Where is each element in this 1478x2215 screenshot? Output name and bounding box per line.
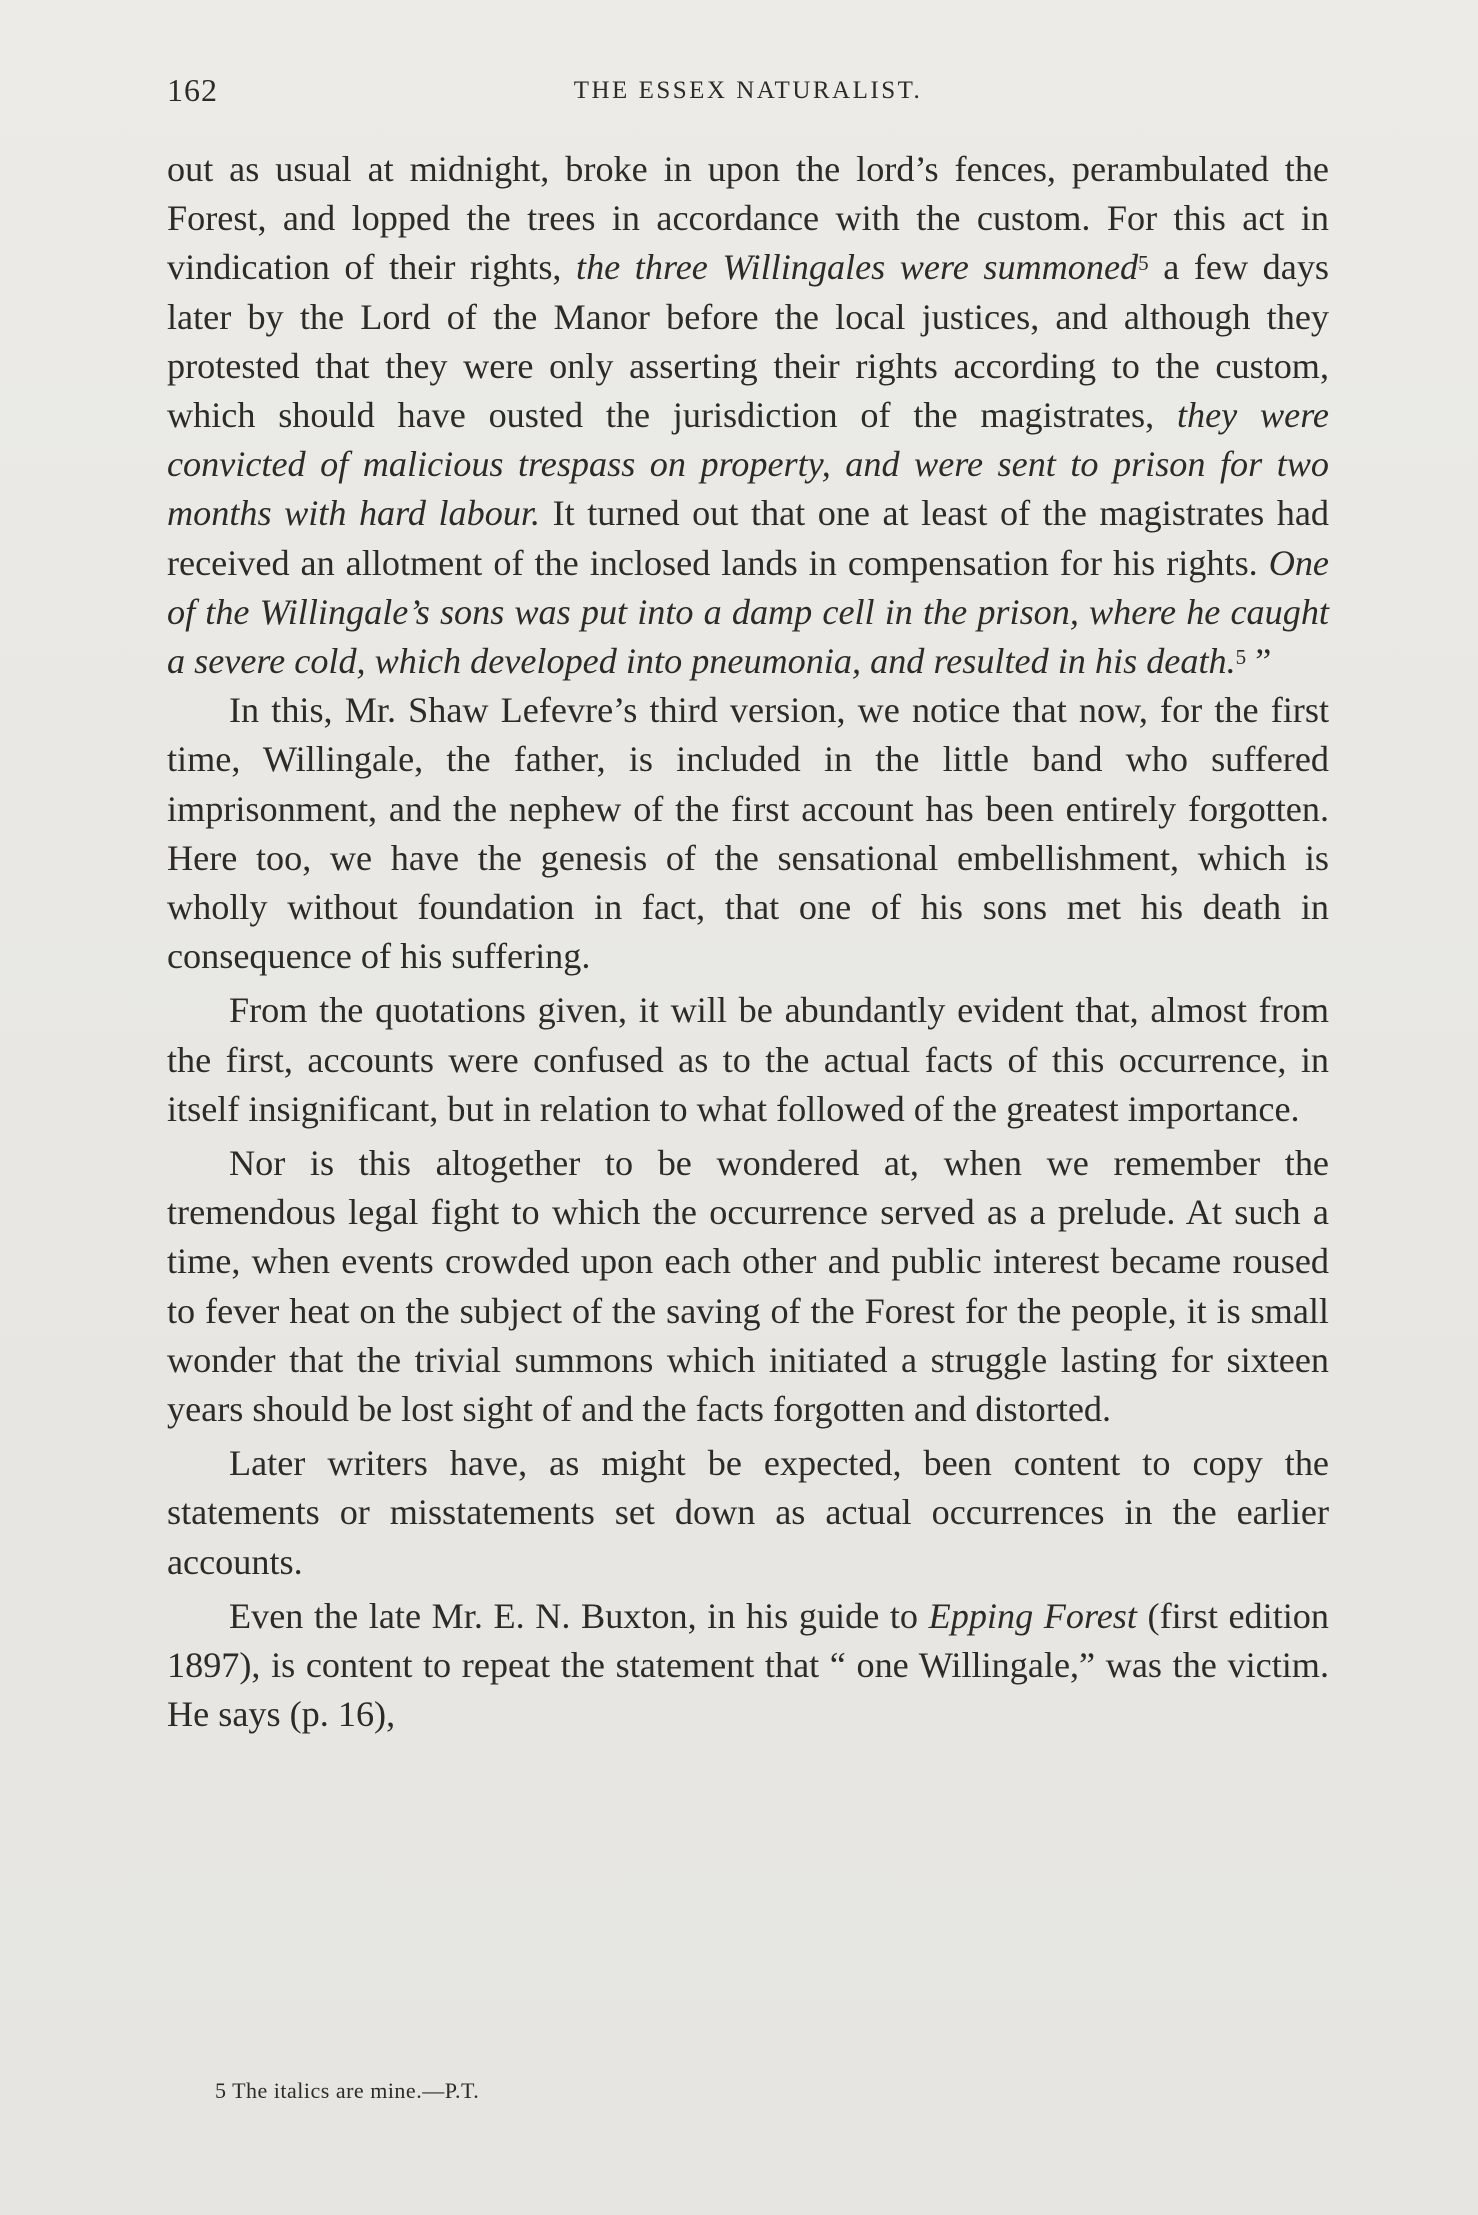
text-run: Even the late Mr. E. N. Buxton, in his guide to: [229, 1595, 929, 1636]
paragraph-shaw-lefevre-version: [167, 686, 1329, 981]
paragraph-later-writers: [167, 1439, 1329, 1587]
italic-text: Epping Forest: [928, 1595, 1137, 1636]
text-run: a few days later by the Lord of the Manor before the local justices, and although they protested that they were only asserting their rights according to the custom, which should have ousted the jurisdiction of the magistrates,: [167, 247, 1330, 436]
paragraph-legal-fight: [167, 1139, 1329, 1434]
text-run: Later writers have, as might be expected, been content to copy the statements or misstatements set down as actual occurrences in the earlier accounts.: [167, 1443, 1329, 1582]
running-head: [167, 72, 1329, 116]
italic-text: they were convicted of malicious trespass on property, and were sent to prison for two months with hard labour.: [167, 395, 1329, 534]
footnote-marker: 5: [1138, 251, 1149, 276]
text-run: It turned out that one at least of the magistrates had received an allotment of the inclosed lands in compensation for his rights.: [167, 493, 1329, 583]
running-title: THE ESSEX NATURALIST.: [573, 77, 923, 104]
paragraph-buxton: [167, 1592, 1329, 1740]
italic-text: One of the Willingale’s sons was put into a damp cell in the prison, where he caught a severe cold, which developed into pneumonia, and resulted in his death.: [167, 542, 1329, 682]
paragraph-continued: [167, 145, 1329, 686]
text-run: ”: [1246, 641, 1272, 682]
text-run: Nor is this altogether to be wondered at, when we remember the tremendous legal fight to which the occurrence served as a prelude. At such a time, when events crowded upon each other and public interest became roused to fever heat on the subject of the saving of the Forest for the people, it is small wonder that the trivial summons which initiated a struggle lasting for sixteen years should be lost sight of and the facts forgotten and distorted.: [167, 1143, 1329, 1430]
text-run: out as usual at midnight, broke in upon the lord’s fences, perambulated the Forest, and lopped the trees in accordance with the custom. For this act in vindication of their rights,: [167, 149, 1329, 288]
footnote-marker: 5: [1235, 645, 1247, 670]
italic-text: the three Willingales were summoned: [576, 247, 1139, 288]
text-run: (first edition 1897), is content to repeat the statement that “ one Willingale,” was the victim. He says (p. 16),: [167, 1595, 1329, 1735]
text-run: From the quotations given, it will be abundantly evident that, almost from the first, accounts were confused as to the actual facts of this occurrence, in itself insignificant, but in relation to what followed of the greatest importance.: [167, 990, 1329, 1129]
text-run: In this, Mr. Shaw Lefevre’s third version, we notice that now, for the first time, Willingale, the father, is included in the little band who suffered imprisonment, and the nephew of the first account has been entirely forgotten. Here too, we have the genesis of the sensational embellishment, which is wholly without foundation in fact, that one of his sons met his death in consequence of his suffering.: [167, 690, 1329, 977]
body-text: [167, 145, 1329, 1740]
page-number: 162: [167, 72, 218, 108]
footnote: 5 The italics are mine.—P.T.: [215, 2078, 480, 2103]
paragraph-quotations: [167, 986, 1329, 1134]
